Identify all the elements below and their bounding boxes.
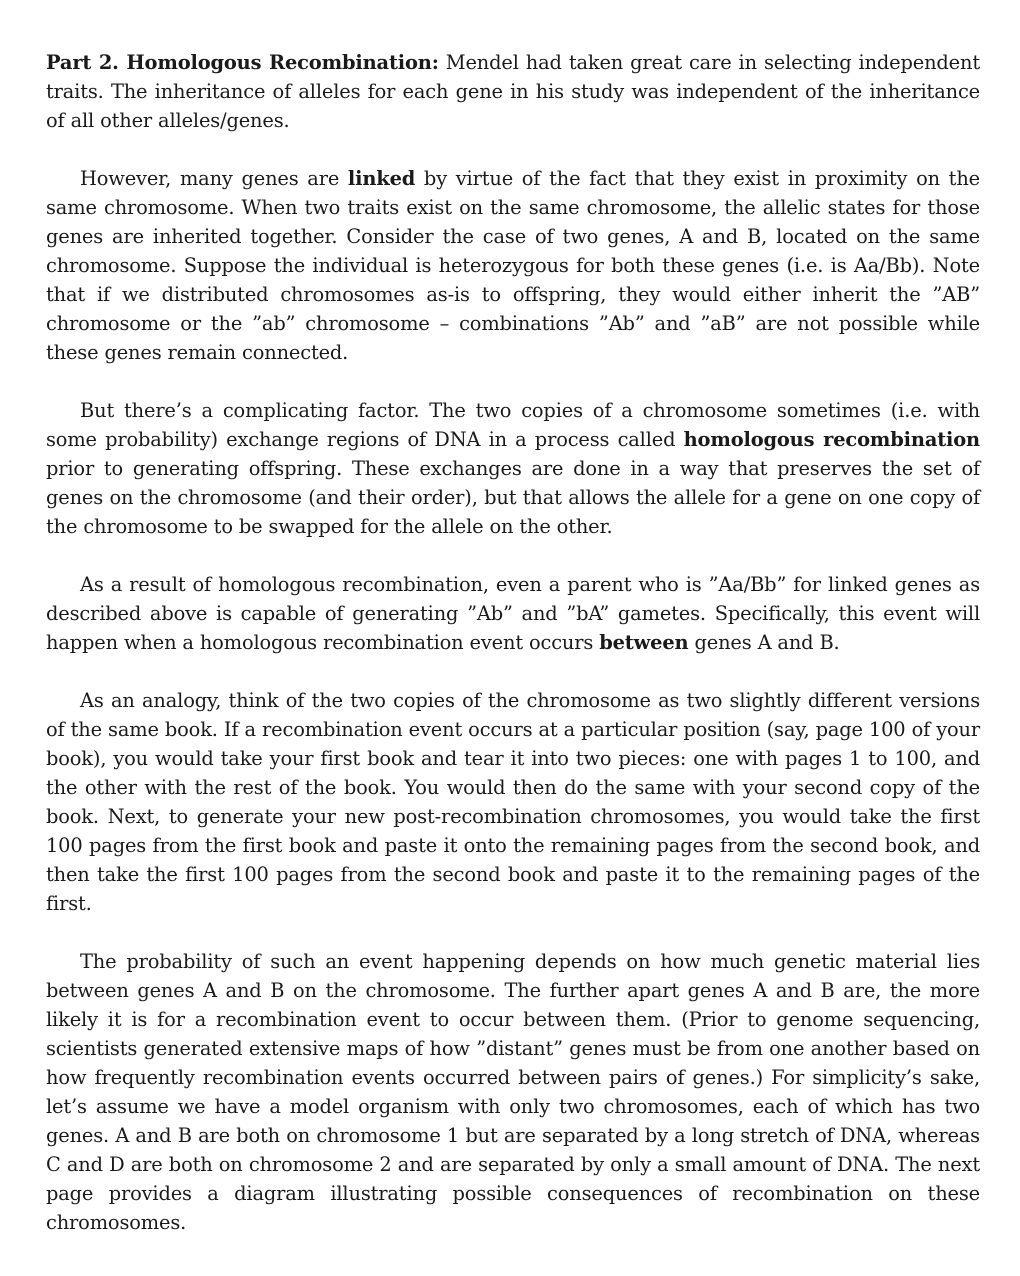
paragraph-complicating-factor-text-c: prior to generating offspring. These exchanges are done in a way that preserves the set of genes on the chromosome (and their order), but that allows the allele for a gene on one copy of the chromosome to be swapped for the allele on the other. [46, 457, 980, 538]
paragraph-result [46, 570, 980, 657]
term-linked: linked [347, 167, 416, 190]
paragraph-result-text-c: genes A and B. [688, 631, 840, 654]
paragraph-linked-genes [46, 164, 980, 367]
term-homologous-recombination: homologous recombination [683, 428, 980, 451]
paragraph-intro-text: Mendel had taken great care in selecting independent traits. The inheritance of alleles for each gene in his study was independent of the inheritance of all other alleles/genes. [46, 51, 980, 132]
term-between: between [599, 631, 689, 654]
paragraph-linked-genes-text-c: by virtue of the fact that they exist in proximity on the same chromosome. When two traits exist on the same chromosome, the allelic states for those genes are inherited together. Consider the case of two genes, A and B, located on the same chromosome. Suppose the individual is heterozygous for both these genes (i.e. is Aa/Bb). Note that if we distributed chromosomes as-is to offspring, they would either inherit the ”AB” chromosome or the ”ab” chromosome – combinations ”Ab” and ”aB” are not possible while these genes remain connected. [46, 167, 980, 364]
part-heading: Part 2. Homologous Recombination: [46, 51, 439, 74]
paragraph-linked-genes-text-a: However, many genes are [80, 167, 348, 190]
paragraph-analogy: As an analogy, think of the two copies of the chromosome as two slightly different versions of the same book. If a recombination event occurs at a particular position (say, page 100 of your book), you would take your first book and tear it into two pieces: one with pages 1 to 100, and the other with the rest of the book. You would then do the same with your second copy of the book. Next, to generate your new post-recombination chromosomes, you would take the first 100 pages from the first book and paste it onto the remaining pages from the second book, and then take the first 100 pages from the second book and paste it to the remaining pages of the first. [46, 689, 980, 915]
paragraph-intro [46, 48, 980, 135]
paragraph-probability: The probability of such an event happening depends on how much genetic material lies between genes A and B on the chromosome. The further apart genes A and B are, the more likely it is for a recombination event to occur between them. (Prior to genome sequencing, scientists generated extensive maps of how ”distant” genes must be from one another based on how frequently recombination events occurred between pairs of genes.) For simplicity’s sake, let’s assume we have a model organism with only two chromosomes, each of which has two genes. A and B are both on chromosome 1 but are separated by a long stretch of DNA, whereas C and D are both on chromosome 2 and are separated by only a small amount of DNA. The next page provides a diagram illustrating possible consequences of recombination on these chromosomes. [46, 950, 980, 1234]
paragraph-complicating-factor [46, 396, 980, 541]
paragraph-result-text-a: As a result of homologous recombination, even a parent who is ”Aa/Bb” for linked genes as described above is capable of generating ”Ab” and ”bA” gametes. Specifically, this event will happen when a homologous recombination event occurs [46, 573, 980, 654]
paragraph-complicating-factor-text-a: But there’s a complicating factor. The two copies of a chromosome sometimes (i.e. with some probability) exchange regions of DNA in a process called [46, 399, 980, 451]
